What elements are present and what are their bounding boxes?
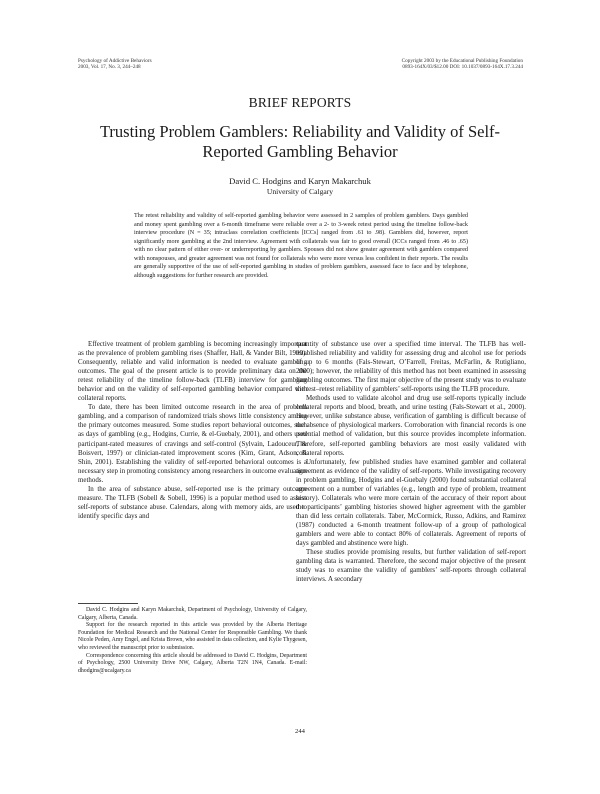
body-column-right: [296, 340, 526, 584]
section-label: BRIEF REPORTS: [248, 95, 352, 110]
author-names: David C. Hodgins and Karyn Makarchuk: [229, 176, 371, 186]
copyright-line: Copyright 2003 by the Educational Publishing Foundation: [401, 58, 523, 64]
footnote-divider: [78, 603, 138, 604]
body-paragraph: quantity of substance use over a specified time interval. The TLFB has well-established reliability and validity for assessing drug and alcohol use for periods of up to 6 months (Fals-Stewart, O’Farrell, Freitas, McFarlin, & Rutigliano, 2000); however, the reliability of this method has not been examined in assessing gambling outcomes. The first major objective of the present study was to evaluate the test–retest reliability of gamblers’ self-reports using the TLFB procedure.: [296, 340, 526, 394]
page-number: 244: [295, 728, 305, 735]
abstract: The retest reliability and validity of self-reported gambling behavior were assessed in 2 samples of problem gamblers. Days gambled and money spent gambling over a 6-month timeframe were reliable over a 2- to 3-week retest period using the timeline follow-back interview procedure (N = 35; intraclass correlation coefficients [ICCs] ranged from .61 to .98). Gamblers did, however, report significantly more gambling at the 2nd interview. Agreement with collaterals was fair to good overall (ICCs ranged from .46 to .65) with no clear pattern of either over- or underreporting by gamblers. Spouses did not show greater agreement with gamblers compared with nonspouses, and greater agreement was not found for collaterals who were more versus less confident in their reports. The results are generally supportive of the use of self-reported gambling in studies of problem gamblers, assessed face to face and by telephone, although suggestions for further research are provided.: [134, 213, 468, 279]
body-paragraph: Effective treatment of problem gambling is becoming increasingly important as the prevalence of problem gambling rises (Shaffer, Hall, & Vander Bilt, 1999). Consequently, reliable and valid information is needed to evaluate gambling outcomes. The goal of the present article is to provide preliminary data on the retest reliability of the timeline follow-back (TLFB) interview for gambling behavior and on the validity of self-reported gambling behavior compared with collateral reports.: [78, 340, 307, 403]
doi-line: 0893-164X/03/$12.00 DOI: 10.1037/0893-164X.17.3.244: [402, 64, 523, 71]
copyright-header: [330, 58, 523, 71]
body-paragraph: To date, there has been limited outcome research in the area of problem gambling, and a comparison of randomized trials shows little consistency among the primary outcomes measured. Some studies report behavioral outcomes, such as days of gambling (e.g., Hodgins, Currie, & el-Guebaly, 2001), and others used participant-rated measures of cravings and self-control (Sylvain, Ladouceur, & Boisvert, 1997) or clinician-rated improvement scores (Kim, Grant, Adson, & Shin, 2001). Establishing the validity of self-reported behavioral outcomes is a necessary step in promoting consistency among researchers in outcome evaluation methods.: [78, 403, 307, 484]
body-paragraph: These studies provide promising results, but further validation of self-report gambling data is warranted. Therefore, the second major objective of the present study was to examine the validity of gamblers’ self-reports through collateral interviews. A secondary: [296, 548, 526, 584]
footnotes: [78, 607, 307, 675]
body-paragraph: Methods used to validate alcohol and drug use self-reports typically include collateral reports and blood, breath, and urine testing (Fals-Stewart et al., 2000). However, unlike substance abuse, verification of gambling is difficult because of the absence of physiological markers. Corroboration with financial records is one potential method of validation, but this source provides incomplete information. Therefore, self-reported gambling behaviors are most easily validated with collateral reports.: [296, 394, 526, 457]
journal-header: [78, 58, 278, 71]
body-column-left: [78, 340, 307, 521]
volume-info: 2003, Vol. 17, No. 3, 244–248: [78, 64, 141, 71]
footnote: Correspondence concerning this article should be addressed to David C. Hodgins, Department of Psychology, 2500 University Drive NW, Calgary, Alberta T2N 1N4, Canada. E-mail: dhodgins@ucalgary.ca: [78, 652, 307, 674]
footnote: David C. Hodgins and Karyn Makarchuk, Department of Psychology, University of Calgary, Calgary, Alberta, Canada.: [78, 607, 307, 621]
footnote: Support for the research reported in this article was provided by the Alberta Heritage Foundation for Medical Research and the National Center for Responsible Gambling. We thank Nicole Peden, Amy Engel, and Krista Brown, who assisted in data collection, and Kylie Thygesen, who reviewed the manuscript prior to submission.: [78, 622, 307, 651]
article-title: Trusting Problem Gamblers: Reliability and Validity of Self-Reported Gambling Behavior: [99, 122, 501, 161]
journal-name: Psychology of Addictive Behaviors: [78, 58, 152, 64]
body-paragraph: Unfortunately, few published studies have examined gambler and collateral agreement as evidence of the validity of self-reports. While investigating recovery in problem gambling, Hodgins and el-Guebaly (2000) found substantial collateral agreement on a number of variables (e.g., length and type of problem, treatment history). Collaterals who were more certain of the accuracy of their report about the participants’ gambling histories showed higher agreement with the gambler than did less certain collaterals. Taber, McCormick, Russo, Adkins, and Ramirez (1987) conducted a 6-month treatment follow-up of a group of pathological gamblers and were able to contact 80% of collaterals. Agreement of reports of days gambled and abstinence were high.: [296, 457, 526, 548]
author-affiliation: University of Calgary: [266, 187, 334, 196]
body-paragraph: In the area of substance abuse, self-reported use is the primary outcome measure. The TLFB (Sobell & Sobell, 1996) is a popular method used to assess self-reports of substance abuse. Calendars, along with memory aids, are used to identify specific days and: [78, 484, 307, 520]
